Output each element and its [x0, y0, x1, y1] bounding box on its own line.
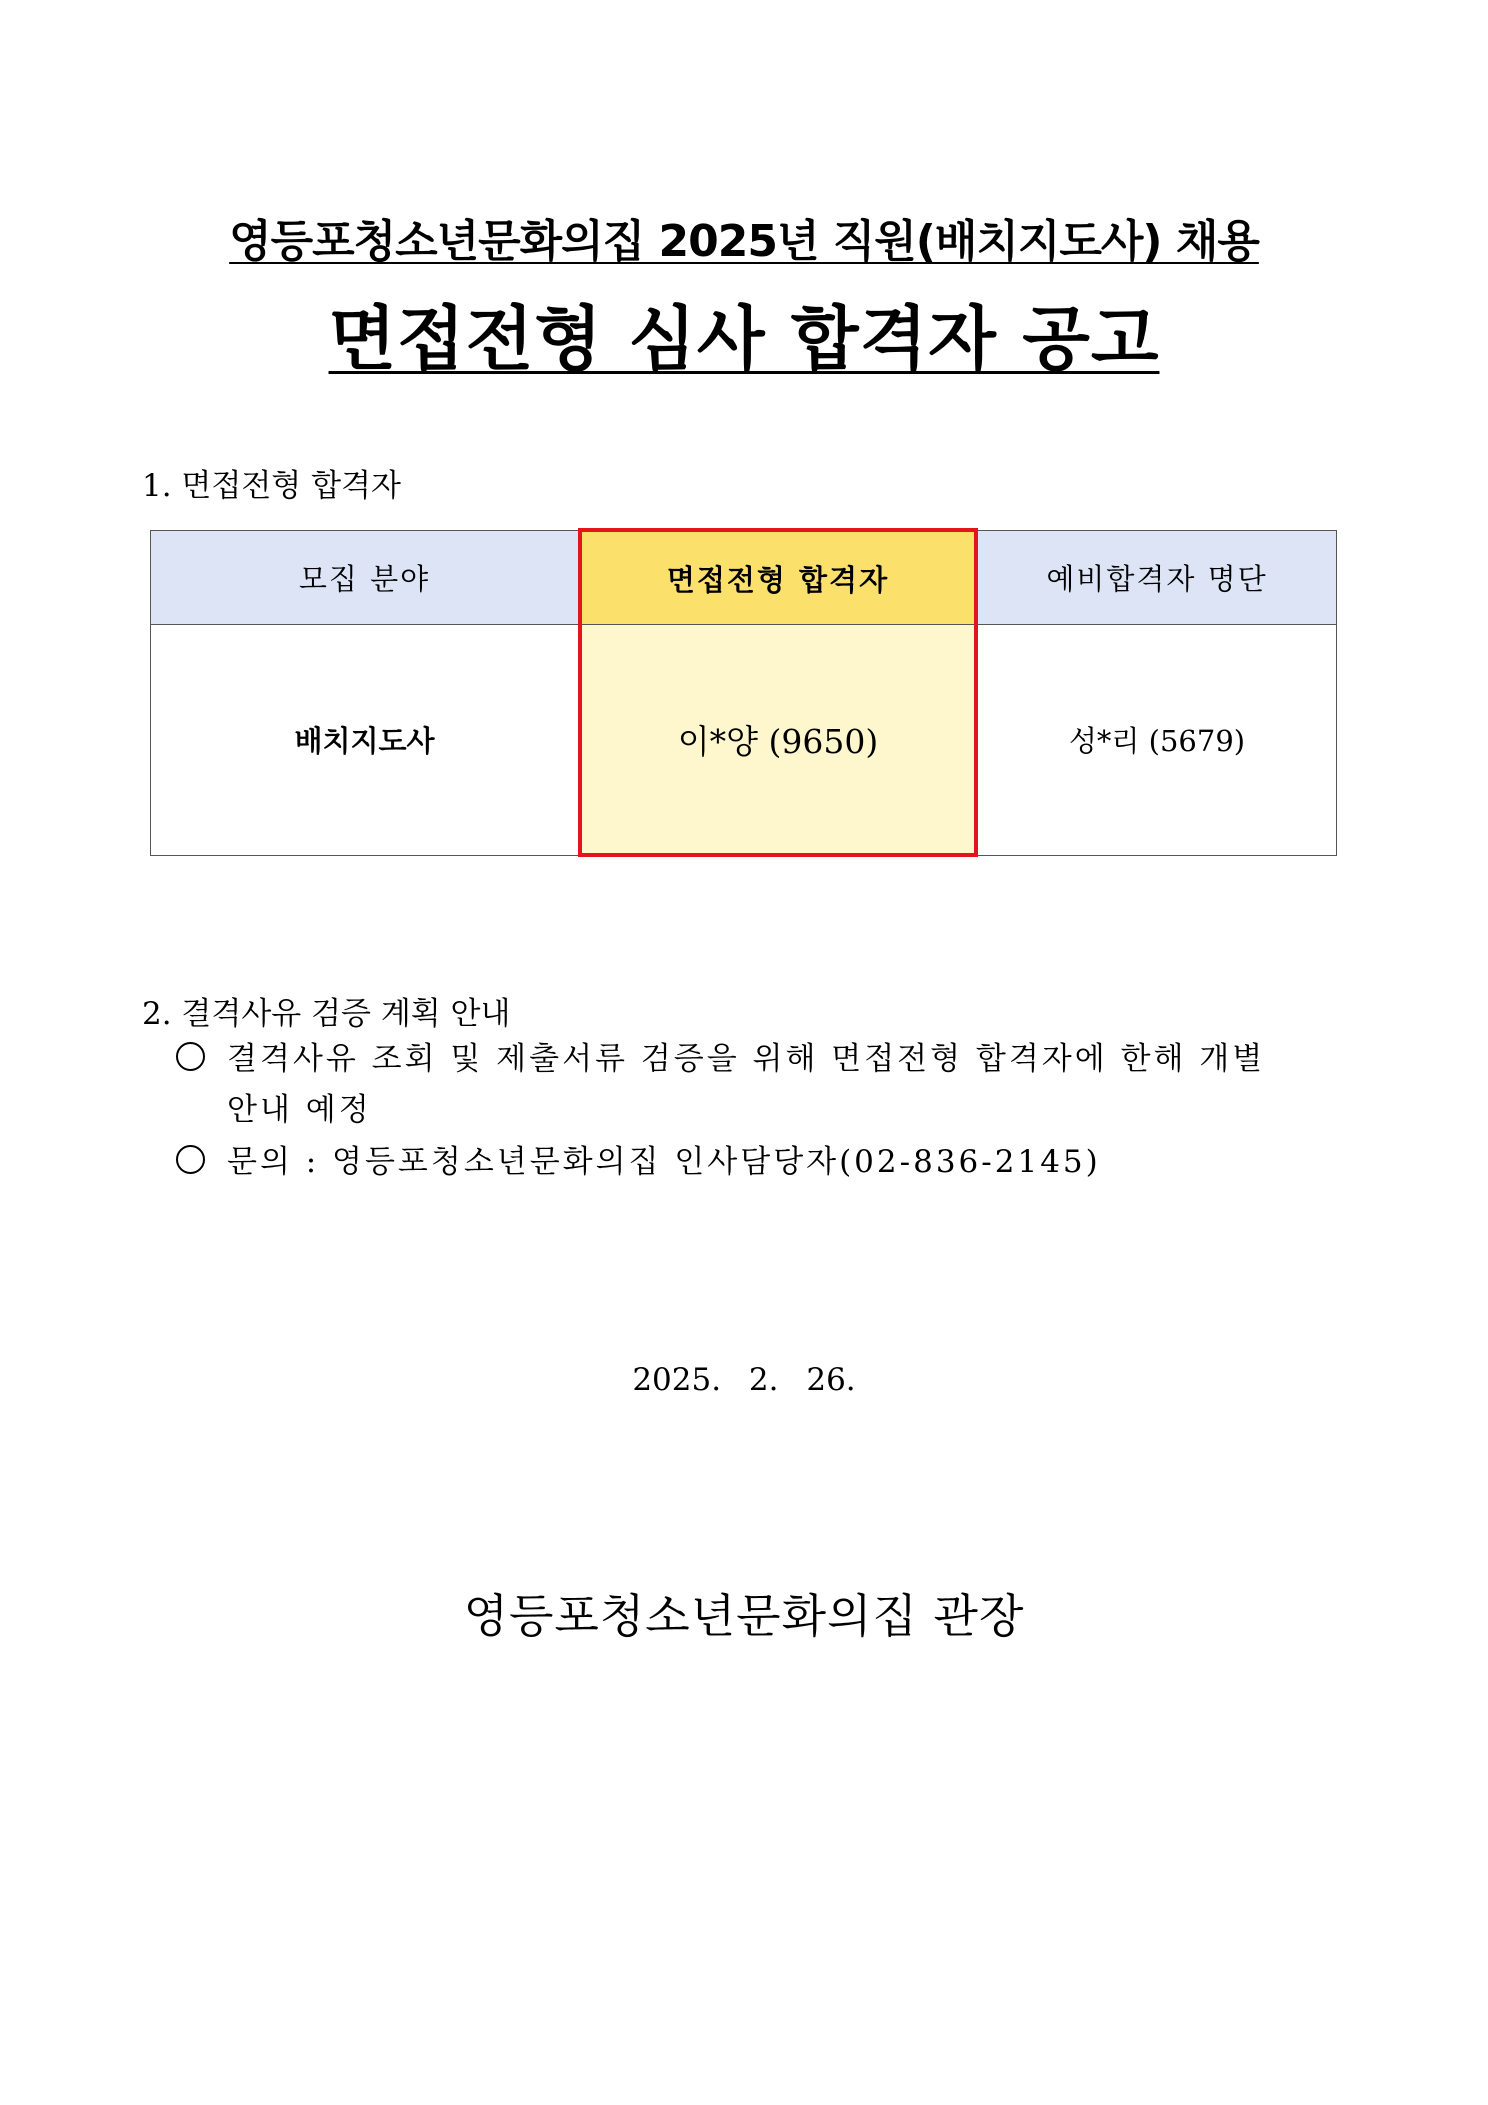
cell-recruit-field: 배치지도사 — [151, 625, 581, 856]
bullet-text-continued: 안내 예정 — [227, 1092, 372, 1128]
bullet-text: 결격사유 조회 및 제출서류 검증을 위해 면접전형 합격자에 한해 개별 — [227, 1041, 1266, 1077]
bullet-text: 문의 : 영등포청소년문화의집 인사담당자(02-836-2145) — [227, 1144, 1101, 1180]
signer-name: 영등포청소년문화의집 관장 — [463, 1589, 1025, 1643]
header-reserve-list: 예비합격자 명단 — [976, 530, 1337, 625]
section1-heading: 1. 면접전형 합격자 — [142, 468, 401, 504]
header-interview-passer: 면접전형 합격자 — [580, 530, 976, 625]
document-title — [0, 283, 1488, 384]
bullet-item — [176, 1137, 1101, 1188]
document-subtitle — [0, 205, 1488, 269]
bullet-item — [176, 1034, 1306, 1136]
table-row — [151, 625, 1337, 856]
table-header-row — [151, 530, 1337, 625]
section2-heading: 2. 결격사유 검증 계획 안내 — [142, 996, 511, 1032]
cell-reserve: 성*리 (5679) — [976, 625, 1337, 856]
subtitle-text: 영등포청소년문화의집 2025년 직원(배치지도사) 채용 — [229, 216, 1259, 267]
results-table — [150, 528, 1337, 857]
circle-bullet-icon — [176, 1145, 205, 1174]
cell-interview-passer: 이*양 (9650) — [580, 625, 976, 856]
header-recruit-field: 모집 분야 — [151, 530, 581, 625]
circle-bullet-icon — [176, 1042, 205, 1071]
announcement-date: 2025. 2. 26. — [632, 1362, 856, 1398]
title-text: 면접전형 심사 합격자 공고 — [328, 298, 1160, 380]
